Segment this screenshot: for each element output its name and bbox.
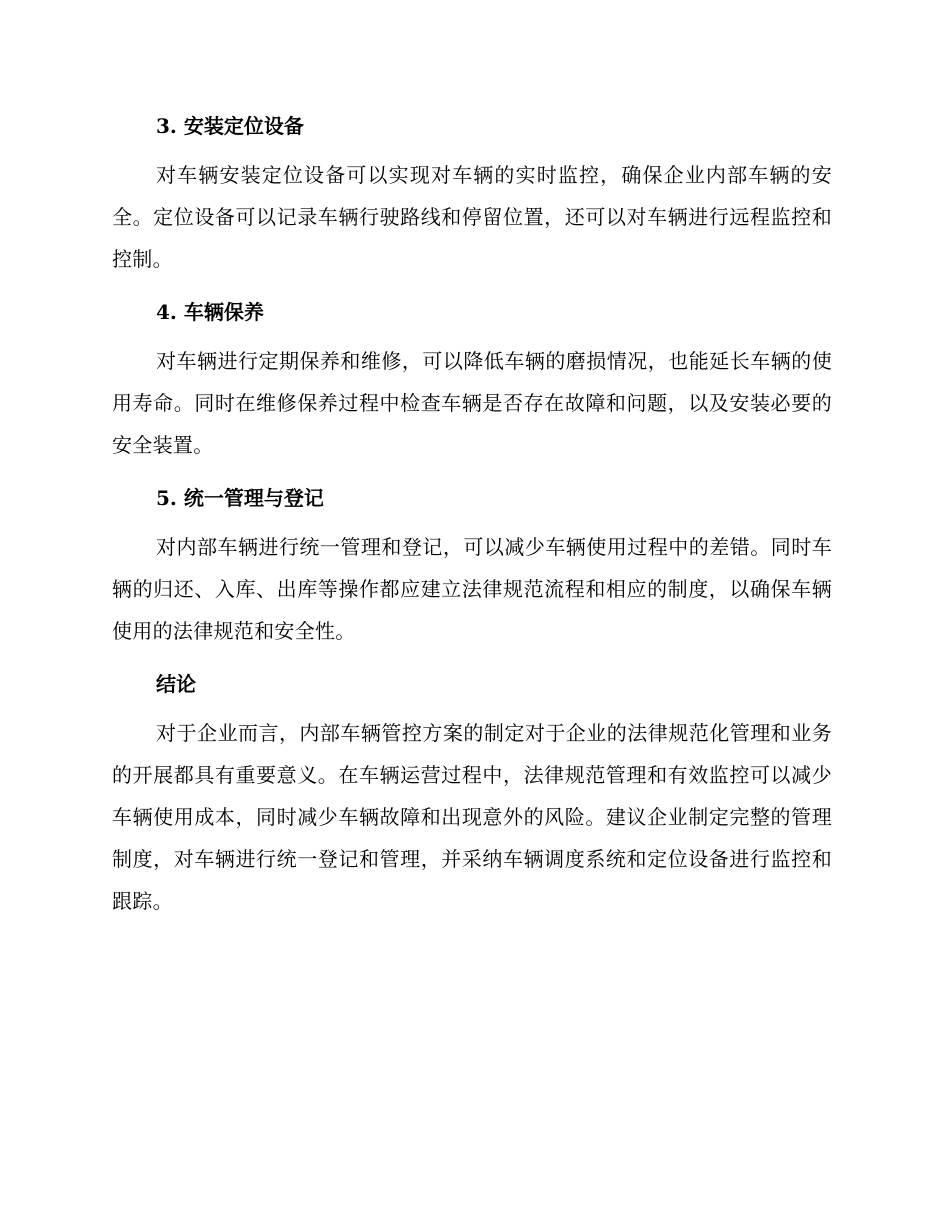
section-body-install-positioning: 对车辆安装定位设备可以实现对车辆的实时监控，确保企业内部车辆的安全。定位设备可以记录车辆行驶路线和停留位置，还可以对车辆进行远程监控和控制。 [112,163,832,271]
section-body-conclusion: 对于企业而言，内部车辆管控方案的制定对于企业的法律规范化管理和业务的开展都具有重要意义。在车辆运营过程中，法律规范管理和有效监控可以减少车辆使用成本，同时减少车辆故障和出现意外的风险。建议企业制定完整的管理制度，对车辆进行统一登记和管理，并采纳车辆调度系统和定位设备进行监控和跟踪。 [112,721,832,913]
section-heading-unified-management: 5. 统一管理与登记 [156,486,324,510]
section-heading-conclusion: 结论 [156,672,196,696]
document-content [112,108,832,936]
section-body-vehicle-maintenance: 对车辆进行定期保养和维修，可以降低车辆的磨损情况，也能延长车辆的使用寿命。同时在维修保养过程中检查车辆是否存在故障和问题，以及安装必要的安全装置。 [112,349,832,457]
section-heading-install-positioning: 3. 安装定位设备 [156,114,304,138]
section-heading-vehicle-maintenance: 4. 车辆保养 [156,300,264,324]
section-body-unified-management: 对内部车辆进行统一管理和登记，可以减少车辆使用过程中的差错。同时车辆的归还、入库、出库等操作都应建立法律规范流程和相应的制度，以确保车辆使用的法律规范和安全性。 [112,535,832,643]
